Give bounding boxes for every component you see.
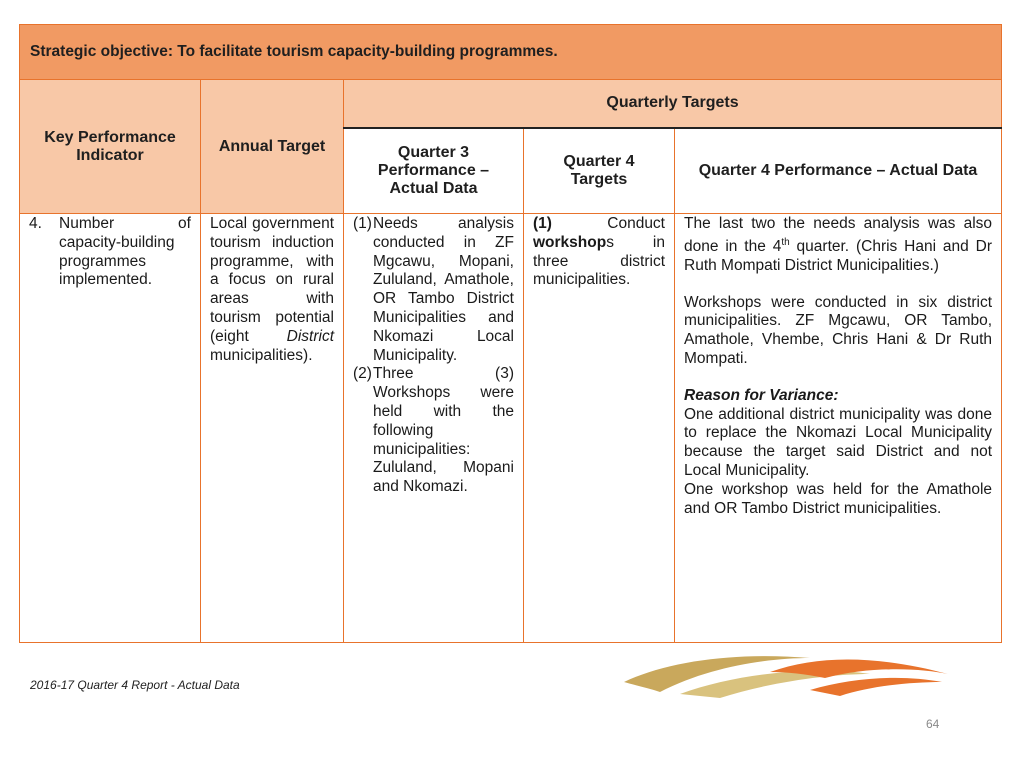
q4-target-num: (1) bbox=[533, 215, 552, 232]
variance-heading: Reason for Variance: bbox=[684, 386, 839, 404]
q4-target-bold: workshop bbox=[533, 233, 607, 251]
annual-target-cell bbox=[201, 214, 344, 643]
header-kpi: Key Performance Indicator bbox=[20, 80, 201, 214]
q3-list bbox=[353, 215, 514, 497]
q4-performance-cell bbox=[675, 214, 1002, 643]
q4-target-pre: Conduct bbox=[551, 215, 665, 232]
q3-item-2-num: (2) bbox=[353, 365, 372, 383]
q3-item-2 bbox=[353, 365, 514, 497]
header-q4-performance: Quarter 4 Performance – Actual Data bbox=[675, 128, 1002, 214]
q3-item-1 bbox=[353, 215, 514, 365]
kpi-text: Number of capacity-building programmes implemented. bbox=[59, 215, 191, 289]
q3-item-2-text: Three (3) Workshops were held with the following municipalities: Zululand, Mopani and Nkomazi. bbox=[373, 365, 514, 496]
annual-target-italic: District bbox=[286, 327, 334, 345]
q4-target-post: s in three district municipalities. bbox=[533, 233, 665, 289]
logo-swoosh-icon bbox=[620, 652, 950, 698]
q4-target-cell bbox=[524, 214, 675, 643]
q4-para-1-a: The last two the needs analysis was also done in the 4 bbox=[684, 215, 993, 255]
q3-item-1-num: (1) bbox=[353, 215, 372, 232]
q4-para-1-sup: th bbox=[781, 236, 790, 248]
kpi-number: 4. bbox=[29, 215, 42, 232]
header-annual-target: Annual Target bbox=[201, 80, 344, 214]
header-q4-targets bbox=[524, 128, 675, 214]
annual-target-text: Local government tourism induction programme, with a focus on rural areas with tourism potential (eight bbox=[210, 215, 334, 345]
page-number: 64 bbox=[926, 717, 940, 731]
q3-performance-cell bbox=[344, 214, 524, 643]
report-label: 2016-17 Quarter 4 Report - Actual Data bbox=[30, 678, 240, 692]
header-q4-targets-text: Quarter 4 Targets bbox=[563, 152, 635, 188]
performance-table bbox=[19, 24, 1002, 643]
q4-para-1 bbox=[684, 215, 992, 276]
header-q3-text: Quarter 3 Performance – Actual Data bbox=[377, 143, 490, 197]
q4-para-3: One additional district municipality was done to replace the Nkomazi Local Municipality because the target said District and not Local Municipality. bbox=[684, 405, 993, 479]
q4-para-2: Workshops were conducted in six district municipalities. ZF Mgcawu, OR Tambo, Amathole, Vhembe, Chris Hani & Dr Ruth Mompati. bbox=[684, 293, 993, 367]
header-quarterly-targets: Quarterly Targets bbox=[344, 80, 1002, 128]
strategic-objective: Strategic objective: To facilitate tourism capacity-building programmes. bbox=[20, 25, 1002, 80]
q4-para-1-b: quarter. (Chris Hani and Dr Ruth Mompati District Municipalities.) bbox=[684, 237, 993, 274]
annual-target-end: municipalities). bbox=[210, 346, 313, 364]
q4-para-4: One workshop was held for the Amathole and OR Tambo District municipalities. bbox=[684, 480, 993, 517]
header-q3-performance bbox=[344, 128, 524, 214]
q3-item-1-text: Needs analysis conducted in ZF Mgcawu, Mopani, Zululand, Amathole, OR Tambo District Municipalities and Nkomazi Local Municipality. bbox=[373, 215, 514, 364]
kpi-cell bbox=[20, 214, 201, 643]
